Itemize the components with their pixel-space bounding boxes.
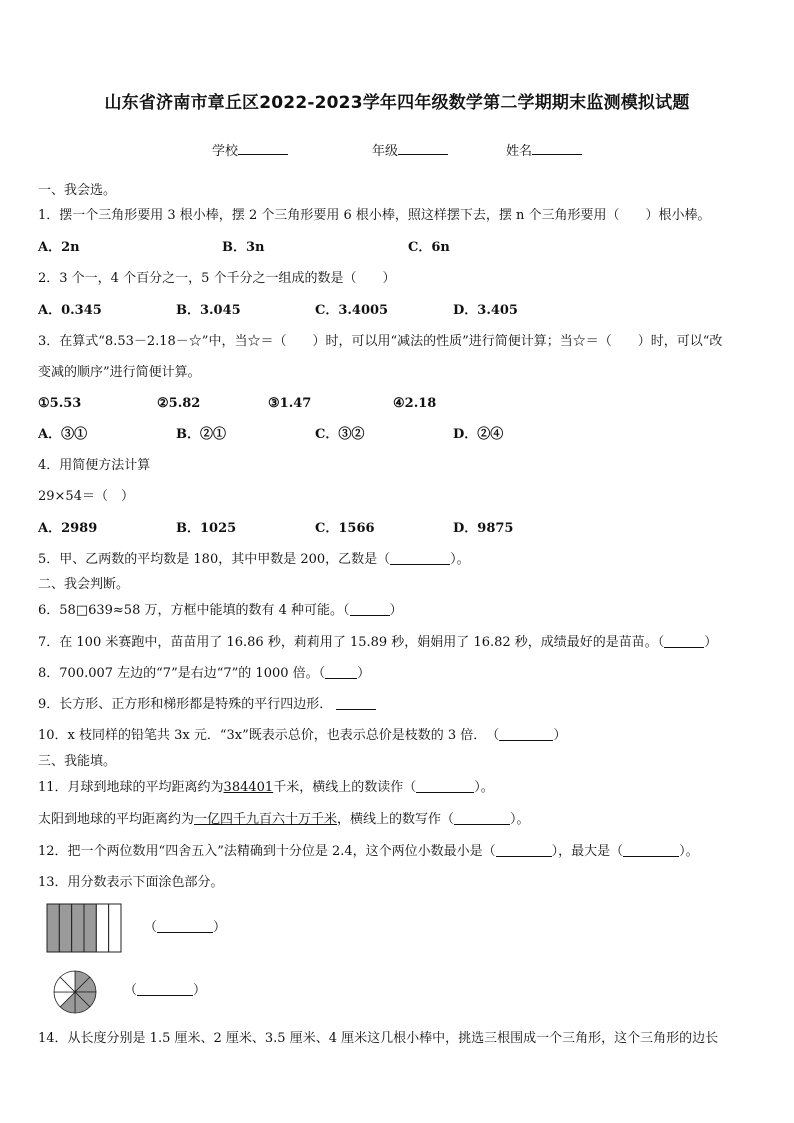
q6-answer-blank[interactable] [350, 603, 390, 616]
q3-choice-3: ③1.47 [268, 396, 312, 411]
question-4-expression: 29×54＝（ ） [38, 489, 134, 504]
q2-option-d[interactable]: D．3.405 [453, 303, 518, 318]
question-12 [38, 844, 699, 860]
q11-text-mid: 千米，横线上的数读作（ [273, 780, 417, 795]
q3-choice-2: ②5.82 [157, 396, 201, 411]
school-blank[interactable] [238, 154, 288, 155]
q13-circle-answer [124, 983, 206, 999]
q4-option-b[interactable]: B．1025 [176, 521, 237, 536]
q13-rect-open-paren: （ [144, 920, 158, 935]
q13-rect-answer [144, 920, 226, 936]
q11b-underlined-number: 一亿四千九百六十万千米 [194, 812, 338, 827]
question-6 [38, 603, 403, 619]
page-title: 山东省济南市章丘区2022-2023学年四年级数学第二学期期末监测模拟试题 [104, 93, 690, 113]
question-14: 14．从长度分别是 1.5 厘米、2 厘米、3.5 厘米、4 厘米这几根小棒中，挑选三根围成一个三角形，这个三角形的边长 [38, 1031, 719, 1046]
q12-text-before: 12．把一个两位数用“四舍五入”法精确到十分位是 2.4，这个两位小数最小是（ [38, 844, 496, 859]
shaded-rectangle-figure [46, 903, 122, 953]
q9-text: 9．长方形、正方形和梯形都是特殊的平行四边形． [38, 697, 333, 712]
name-blank[interactable] [532, 154, 582, 155]
q9-answer-blank[interactable] [336, 697, 376, 710]
q4-option-d[interactable]: D．9875 [453, 521, 514, 536]
q13-circle-close-paren: ） [193, 983, 207, 998]
q10-text-before: 10．x 枝同样的铅笔共 3x 元．“3x”既表示总价，也表示总价是枝数的 3 倍． （ [38, 728, 500, 743]
section-heading-fill: 三、我能填。 [38, 754, 117, 769]
q3-option-a[interactable]: A．③① [38, 427, 88, 442]
q6-text-before: 6．58□639≈58 万，方框中能填的数有 4 种可能。（ [38, 603, 350, 618]
q1-option-b[interactable]: B．3n [222, 240, 265, 255]
question-13: 13．用分数表示下面涂色部分。 [38, 875, 224, 890]
q13-circle-open-paren: （ [124, 983, 138, 998]
rect-part-shaded [47, 904, 59, 952]
section-heading-choice: 一、我会选。 [38, 183, 117, 198]
q11-text-before: 11．月球到地球的平均距离约为 [38, 780, 224, 795]
question-3-line-1: 3．在算式“8.53－2.18－☆”中，当☆＝（ ）时，可以用“减法的性质”进行简便计算；当☆＝（ ）时，可以“改 [38, 334, 723, 349]
question-1: 1．摆一个三角形要用 3 根小棒，摆 2 个三角形要用 6 根小棒，照这样摆下去，摆 n 个三角形要用（ ）根小棒。 [38, 208, 711, 223]
q3-option-b[interactable]: B．②① [176, 427, 226, 442]
q3-choice-4: ④2.18 [393, 396, 437, 411]
q7-text-before: 7．在 100 米赛跑中，苗苗用了 16.86 秒，莉莉用了 15.89 秒，娟娟用了 16.82 秒，成绩最好的是苗苗。（ [38, 635, 665, 650]
question-11 [38, 780, 494, 796]
q6-text-after: ） [389, 603, 403, 618]
q5-text-after: ）。 [450, 552, 470, 567]
rect-part-shaded [59, 904, 71, 952]
question-10 [38, 728, 566, 744]
question-5 [38, 552, 470, 568]
q7-answer-blank[interactable] [664, 635, 704, 648]
question-9 [38, 697, 376, 713]
question-8 [38, 666, 370, 682]
name-label: 姓名 [506, 144, 533, 159]
q12-text-mid: ），最大是（ [551, 844, 624, 859]
grade-label: 年级 [372, 144, 399, 159]
q1-option-c[interactable]: C．6n [408, 240, 450, 255]
q11b-answer-blank[interactable] [454, 812, 510, 825]
question-2: 2．3 个一，4 个百分之一，5 个千分之一组成的数是（ ） [38, 271, 396, 286]
shaded-circle-figure [53, 970, 97, 1014]
section-heading-judge: 二、我会判断。 [38, 577, 130, 592]
q3-option-c[interactable]: C．③② [315, 427, 365, 442]
question-4: 4．用简便方法计算 [38, 458, 151, 473]
rect-part-blank [109, 904, 121, 952]
question-11-part-2 [38, 812, 530, 828]
q3-choice-1: ①5.53 [38, 396, 82, 411]
q2-option-a[interactable]: A．0.345 [38, 303, 102, 318]
question-7 [38, 635, 717, 651]
q7-text-after: ） [704, 635, 718, 650]
q8-text-before: 8．700.007 左边的“7”是右边“7”的 1000 倍。（ [38, 666, 326, 681]
q12-min-blank[interactable] [496, 844, 552, 857]
rect-part-blank [96, 904, 108, 952]
q4-option-a[interactable]: A．2989 [38, 521, 98, 536]
q12-text-after: ）。 [679, 844, 699, 859]
q2-option-c[interactable]: C．3.4005 [315, 303, 389, 318]
q11b-text-mid: ，横线上的数写作（ [337, 812, 455, 827]
q11-underlined-number: 384401 [223, 780, 274, 795]
q5-text-before: 5．甲、乙两数的平均数是 180，其中甲数是 200，乙数是（ [38, 552, 391, 567]
question-3-line-2: 变减的顺序”进行简便计算。 [38, 365, 201, 380]
grade-blank[interactable] [398, 154, 448, 155]
q11-text-after: ）。 [474, 780, 494, 795]
grade-field[interactable] [372, 140, 448, 159]
school-field[interactable] [212, 140, 288, 159]
q12-max-blank[interactable] [623, 844, 679, 857]
q10-answer-blank[interactable] [499, 728, 553, 741]
q5-answer-blank[interactable] [390, 552, 450, 565]
q13-rect-answer-blank[interactable] [157, 920, 213, 933]
q11b-text-before: 太阳到地球的平均距离约为 [38, 812, 195, 827]
q11b-text-after: ）。 [510, 812, 530, 827]
q8-answer-blank[interactable] [325, 666, 357, 679]
q13-circle-answer-blank[interactable] [137, 983, 193, 996]
q11-answer-blank[interactable] [416, 780, 474, 793]
q2-option-b[interactable]: B．3.045 [176, 303, 241, 318]
q13-rect-close-paren: ） [213, 920, 227, 935]
rect-part-shaded [72, 904, 84, 952]
q1-option-a[interactable]: A．2n [38, 240, 80, 255]
name-field[interactable] [506, 140, 582, 159]
q4-option-c[interactable]: C．1566 [315, 521, 375, 536]
q10-text-after: ） [553, 728, 567, 743]
q8-text-after: ） [357, 666, 371, 681]
q3-option-d[interactable]: D．②④ [453, 427, 504, 442]
school-label: 学校 [212, 144, 239, 159]
rect-part-shaded [84, 904, 96, 952]
